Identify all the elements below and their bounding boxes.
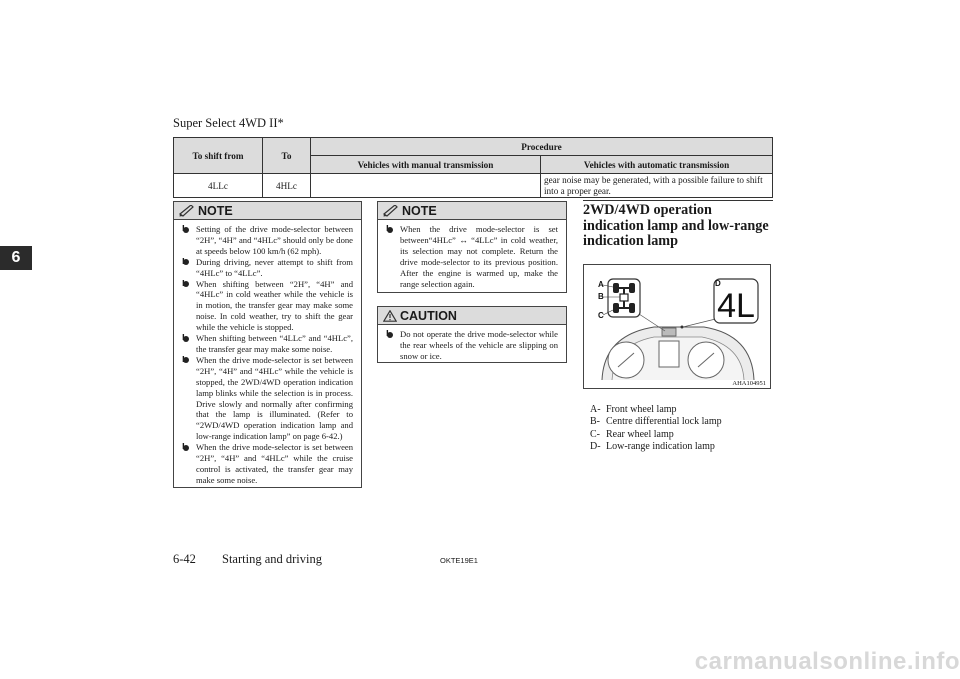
note-box-left <box>173 201 362 488</box>
bullet-icon <box>183 259 189 265</box>
procedure-table <box>173 137 773 198</box>
list-item: l When the drive mode-selector is set between “2H”, “4H” and “4HLc” while the vehicle is stopped, the 2WD/4WD operation indication lamp blinks while the selection is in process. Drive slowly and normally after confirming that the lamp is illuminated. (Refer to “2WD/4WD operation indication lamp and low-range indication lamp” on page 6-42.) <box>182 355 353 442</box>
chapter-tab: 6 <box>0 246 32 270</box>
bullet-icon <box>183 357 189 363</box>
figure-label-c: C <box>598 311 604 320</box>
cell-automatic: gear noise may be generated, with a possible failure to shift into a proper gear. <box>541 174 773 198</box>
table-row <box>174 174 773 198</box>
caution-list <box>378 325 566 366</box>
bullet-icon <box>387 227 393 233</box>
cell-to: 4HLc <box>263 174 311 198</box>
list-item: D- Low-range indication lamp <box>590 440 715 452</box>
figure-label-a: A <box>598 280 604 289</box>
warning-triangle-icon <box>383 310 397 322</box>
note-heading <box>378 202 566 220</box>
bullet-icon <box>387 332 393 338</box>
figure-label-b: B <box>598 292 604 301</box>
note-pencil-icon <box>383 205 399 217</box>
header-shift-from: To shift from <box>174 138 263 174</box>
cell-manual <box>311 174 541 198</box>
list-item: l Setting of the drive mode-selector between “2H”, “4H” and “4HLc” should only be done at speeds below 100 km/h (62 mph). <box>182 224 353 257</box>
bullet-icon <box>183 336 189 342</box>
list-item: l Do not operate the drive mode-selector while the rear wheels of the vehicle are slipping on snow or ice. <box>386 329 558 362</box>
cell-from: 4LLc <box>174 174 263 198</box>
caution-box <box>377 306 567 363</box>
header-to: To <box>263 138 311 174</box>
note-list <box>378 220 566 293</box>
list-item: l During driving, never attempt to shift from “4HLc” to “4LLc”. <box>182 257 353 279</box>
list-item: B- Centre differential lock lamp <box>590 416 722 428</box>
page-header-title: Super Select 4WD II* <box>173 116 284 130</box>
caution-heading-text: CAUTION <box>400 308 457 323</box>
instrument-panel-illustration <box>584 265 770 388</box>
note-heading-text: NOTE <box>198 203 233 218</box>
note-heading-text: NOTE <box>402 203 437 218</box>
list-item: C- Rear wheel lamp <box>590 428 674 440</box>
list-item: A- Front wheel lamp <box>590 404 677 415</box>
note-heading <box>174 202 361 220</box>
list-item: l When the drive mode-selector is set between“4HLc” ↔ “4LLc” in cold weather, its selection may not complete. Return the drive mode-selector to its previous position. After the engine is warmed up, make the range selection again. <box>386 224 558 289</box>
bullet-icon <box>183 445 189 451</box>
note-box-middle <box>377 201 567 293</box>
footer-page-number: 6-42 <box>173 552 196 566</box>
header-procedure: Procedure <box>311 138 773 156</box>
lamp-text: 4L <box>717 287 755 325</box>
header-automatic: Vehicles with automatic transmission <box>541 156 773 174</box>
figure-code: AHA104951 <box>732 380 766 387</box>
watermark: carmanualsonline.info <box>694 648 960 675</box>
figure-label-d: D <box>715 279 721 288</box>
list-item: l When shifting between “2H”, “4H” and “4HLc” in cold weather while the vehicle is in motion, the transfer gear may make some noise. In cold weather, try to shift the gear while the vehicle is stopped. <box>182 279 353 334</box>
note-pencil-icon <box>179 205 195 217</box>
caution-heading <box>378 307 566 325</box>
list-item: l When shifting between “4LLc” and “4HLc”, the transfer gear may make some noise. <box>182 333 353 355</box>
instrument-panel-figure <box>583 264 771 389</box>
bullet-icon <box>183 281 189 287</box>
footer-section-name: Starting and driving <box>222 552 322 566</box>
figure-legend <box>590 404 722 453</box>
bullet-icon <box>183 227 189 233</box>
header-manual: Vehicles with manual transmission <box>311 156 541 174</box>
section-heading: 2WD/4WD operation indication lamp and low-range indication lamp <box>583 200 773 250</box>
footer-document-code: OKTE19E1 <box>440 556 478 565</box>
list-item: l When the drive mode-selector is set between “2H”, “4H” and “4HLc” while the cruise control is activated, the transfer gear may make some noise. <box>182 442 353 486</box>
note-list <box>174 220 361 490</box>
